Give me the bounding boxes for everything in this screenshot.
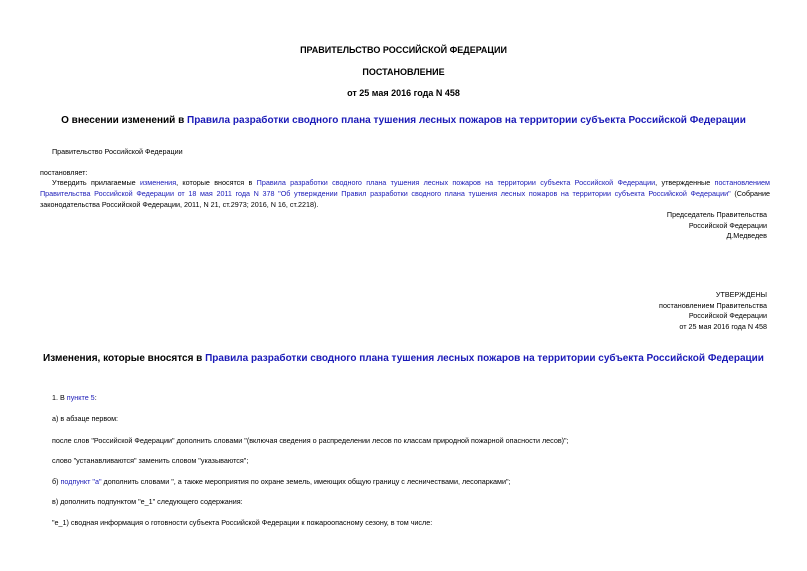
- issuer-text: Правительство Российской Федерации: [52, 147, 183, 156]
- document-title: [0, 115, 807, 126]
- approve-text-3: , утвержденные: [655, 178, 715, 187]
- item-3: после слов "Российской Федерации" дополнить словами "(включая сведения о распределении лесов по классам природной пожарной опасности лесов)";: [52, 436, 569, 445]
- government-heading: ПРАВИТЕЛЬСТВО РОССИЙСКОЙ ФЕДЕРАЦИИ: [300, 45, 507, 55]
- subpoint-a-link[interactable]: подпункт "а": [60, 477, 102, 486]
- title-prefix: О внесении изменений в: [61, 115, 188, 126]
- signature-block: [667, 210, 767, 242]
- signature-name: Д.Медведев: [726, 231, 767, 240]
- date-number-heading: от 25 мая 2016 года N 458: [347, 88, 460, 98]
- changes-title: [0, 353, 807, 364]
- item-4: слово "устанавливаются" заменить словом "указываются";: [52, 456, 249, 465]
- signature-country: Российской Федерации: [688, 220, 767, 230]
- item-5-prefix: б): [52, 477, 61, 486]
- point-5-link[interactable]: пункте 5: [66, 393, 95, 402]
- item-1-suffix: :: [94, 393, 97, 402]
- signature-position: Председатель Правительства: [666, 210, 767, 219]
- approved-title: УТВЕРЖДЕНЫ: [715, 290, 767, 299]
- title-rules-link[interactable]: Правила разработки сводного плана тушения лесных пожаров на территории субъекта Российской Федерации: [187, 115, 746, 126]
- approve-paragraph: [40, 177, 770, 210]
- item-5-suffix: дополнить словами ", а также мероприятия по охране земель, имеющих общую границу с лесничествами, лесопарками";: [101, 477, 511, 486]
- item-6: в) дополнить подпунктом "е_1" следующего содержания:: [52, 497, 243, 506]
- approved-date: от 25 мая 2016 года N 458: [679, 321, 767, 331]
- approve-text-4: (Собрание законодательства Российской Федерации, 2011, N 21, ст.2973; 2016, N 16, ст.2218).: [40, 189, 770, 209]
- decrees-text: постановляет:: [40, 168, 88, 177]
- approve-text-2: , которые вносятся в: [176, 178, 257, 187]
- item-2: а) в абзаце первом:: [52, 414, 119, 423]
- item-1-prefix: 1. В: [52, 393, 67, 402]
- approve-text-1: Утвердить прилагаемые: [52, 178, 140, 187]
- approved-country: Российской Федерации: [688, 311, 767, 320]
- approved-by: постановлением Правительства: [659, 300, 767, 310]
- resolution-378-link[interactable]: постановлением Правительства Российской Федерации от 18 мая 2011 года N 378 "Об утверждении Правил разработки сводного плана тушения лесных пожаров на территории субъекта Российской Федерации": [40, 178, 770, 198]
- item-1: [52, 393, 97, 403]
- approved-block: [659, 290, 767, 332]
- changes-title-rules-link[interactable]: Правила разработки сводного плана тушения лесных пожаров на территории субъекта Российской Федерации: [205, 353, 764, 364]
- doc-type-heading: ПОСТАНОВЛЕНИЕ: [362, 67, 445, 77]
- changes-title-prefix: Изменения, которые вносятся в: [43, 353, 206, 364]
- changes-link[interactable]: изменения: [140, 178, 177, 187]
- item-5: [52, 477, 511, 487]
- rules-link[interactable]: Правила разработки сводного плана тушения лесных пожаров на территории субъекта Российской Федерации: [256, 178, 656, 187]
- item-7: "е_1) сводная информация о готовности субъекта Российской Федерации к пожароопасному сезону, в том числе:: [52, 518, 433, 527]
